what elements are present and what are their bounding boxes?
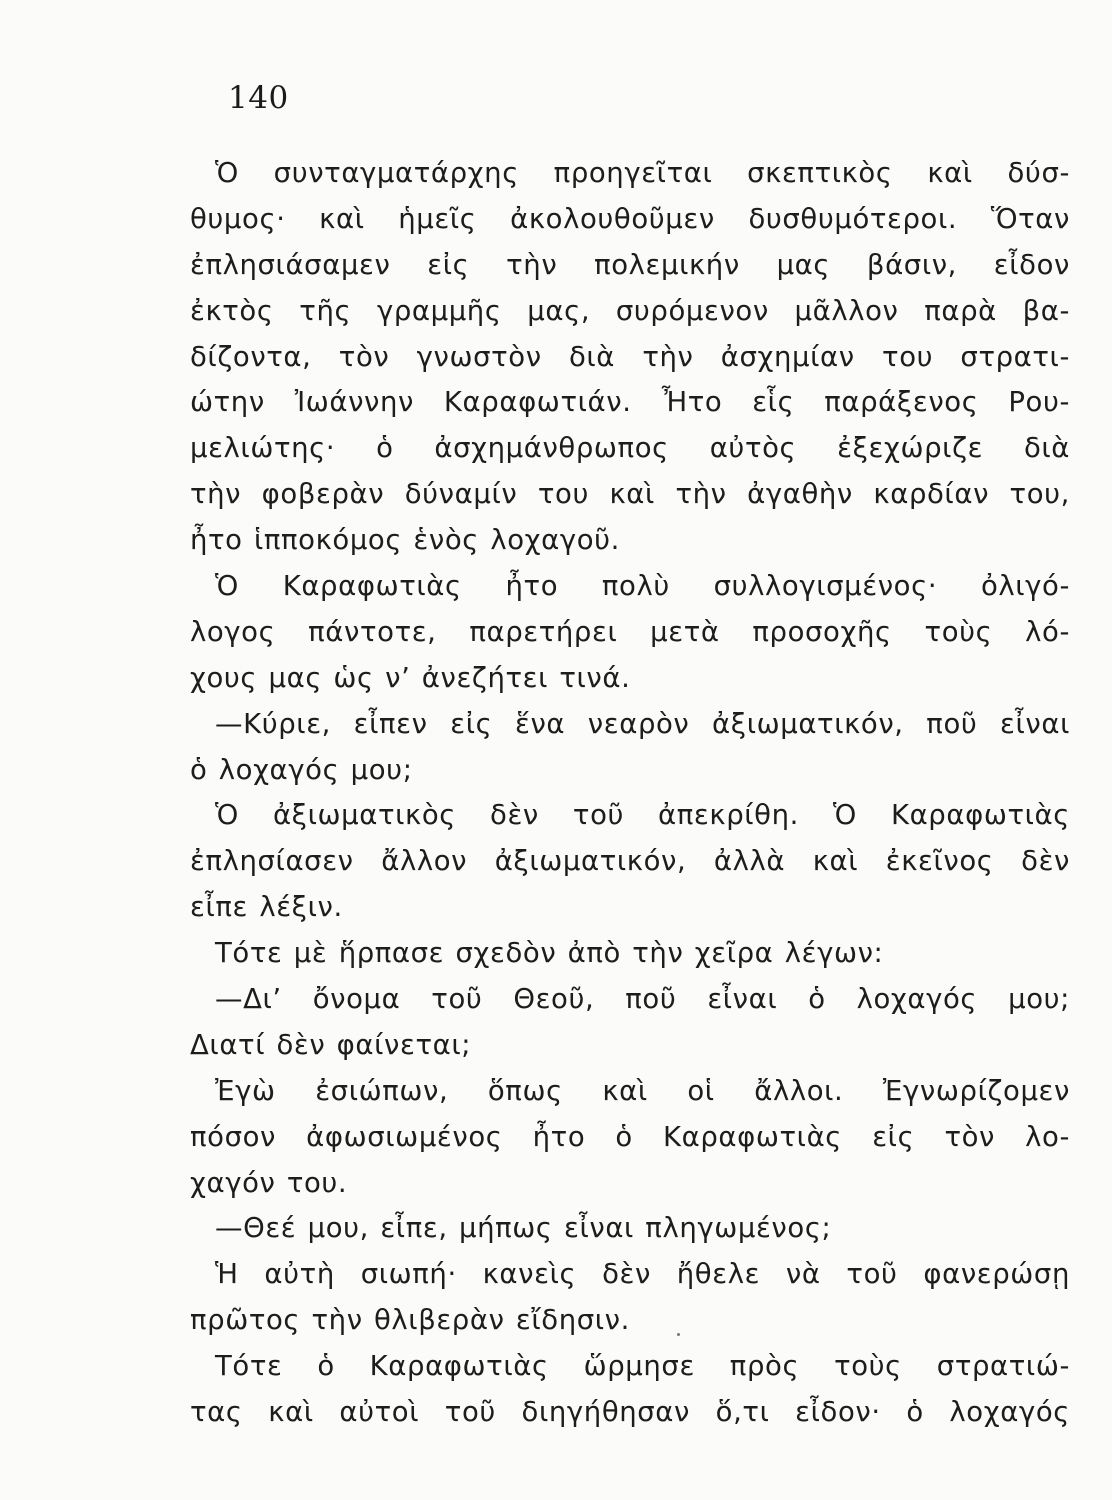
text-line: Ὁ ἀξιωματικὸς δὲν τοῦ ἀπεκρίθη. Ὁ Καραφωτιὰς [215, 799, 1070, 832]
text-line: ἐπλησίασεν ἄλλον ἀξιωματικόν, ἀλλὰ καὶ ἐκεῖνος δὲν [190, 845, 1070, 878]
text-line: ἦτο ἱπποκόμος ἑνὸς λοχαγοῦ. [190, 524, 621, 557]
text-line: Διατί δὲν φαίνεται; [190, 1028, 472, 1061]
text-line: —Δι’ ὄνομα τοῦ Θεοῦ, ποῦ εἶναι ὁ λοχαγός μου; [215, 983, 1070, 1016]
text-line: εἶπε λέξιν. [190, 891, 343, 924]
text-line: Ἐγὼ ἐσιώπων, ὅπως καὶ οἱ ἄλλοι. Ἐγνωρίζομεν [215, 1074, 1070, 1107]
text-line: —Κύριε, εἶπεν εἰς ἕνα νεαρὸν ἀξιωματικόν, ποῦ εἶναι [215, 707, 1070, 740]
page-number: 140 [228, 80, 289, 116]
text-line: ώτην Ἰωάννην Καραφωτιάν. Ἦτο εἷς παράξενος Ρου- [190, 386, 1070, 419]
print-speck [677, 1333, 680, 1336]
body-text [190, 151, 1070, 1436]
text-line: πρῶτος τὴν θλιβερὰν εἴδησιν. [190, 1304, 630, 1337]
text-line: ἐπλησιάσαμεν εἰς τὴν πολεμικήν μας βάσιν, εἶδον [190, 248, 1070, 281]
text-line: Τότε ὁ Καραφωτιὰς ὥρμησε πρὸς τοὺς στρατιώ- [215, 1350, 1070, 1383]
text-line: τὴν φοβερὰν δύναμίν του καὶ τὴν ἀγαθὴν καρδίαν του, [190, 478, 1070, 511]
text-line: τας καὶ αὐτοὶ τοῦ διηγήθησαν ὅ,τι εἶδον· ὁ λοχαγός [190, 1396, 1070, 1429]
text-line: χους μας ὡς ν’ ἀνεζήτει τινά. [190, 661, 631, 694]
text-line: Ὁ συνταγματάρχης προηγεῖται σκεπτικὸς καὶ δύσ- [215, 157, 1070, 189]
text-line: Ἡ αὐτὴ σιωπή· κανεὶς δὲν ἤθελε νὰ τοῦ φανερώσῃ [215, 1258, 1070, 1291]
text-line: δίζοντα, τὸν γνωστὸν διὰ τὴν ἀσχημίαν του στρατι- [190, 340, 1070, 373]
text-line: μελιώτης· ὁ ἀσχημάνθρωπος αὐτὸς ἐξεχώριζε διὰ [190, 432, 1070, 465]
text-line: χαγόν του. [190, 1166, 348, 1199]
text-line: ὁ λοχαγός μου; [190, 753, 413, 786]
text-line: πόσον ἀφωσιωμένος ἦτο ὁ Καραφωτιὰς εἰς τὸν λο- [190, 1120, 1070, 1153]
text-line: Τότε μὲ ἥρπασε σχεδὸν ἀπὸ τὴν χεῖρα λέγων: [215, 937, 884, 970]
text-line: ἐκτὸς τῆς γραμμῆς μας, συρόμενον μᾶλλον παρὰ βα- [190, 294, 1070, 327]
text-line: Ὁ Καραφωτιὰς ἦτο πολὺ συλλογισμένος· ὀλιγό- [215, 570, 1070, 603]
text-line: —Θεέ μου, εἶπε, μήπως εἶναι πληγωμένος; [215, 1212, 832, 1245]
text-line: θυμος· καὶ ἡμεῖς ἀκολουθοῦμεν δυσθυμότεροι. Ὅταν [190, 202, 1070, 235]
text-line: λογος πάντοτε, παρετήρει μετὰ προσοχῆς τοὺς λό- [190, 615, 1070, 648]
